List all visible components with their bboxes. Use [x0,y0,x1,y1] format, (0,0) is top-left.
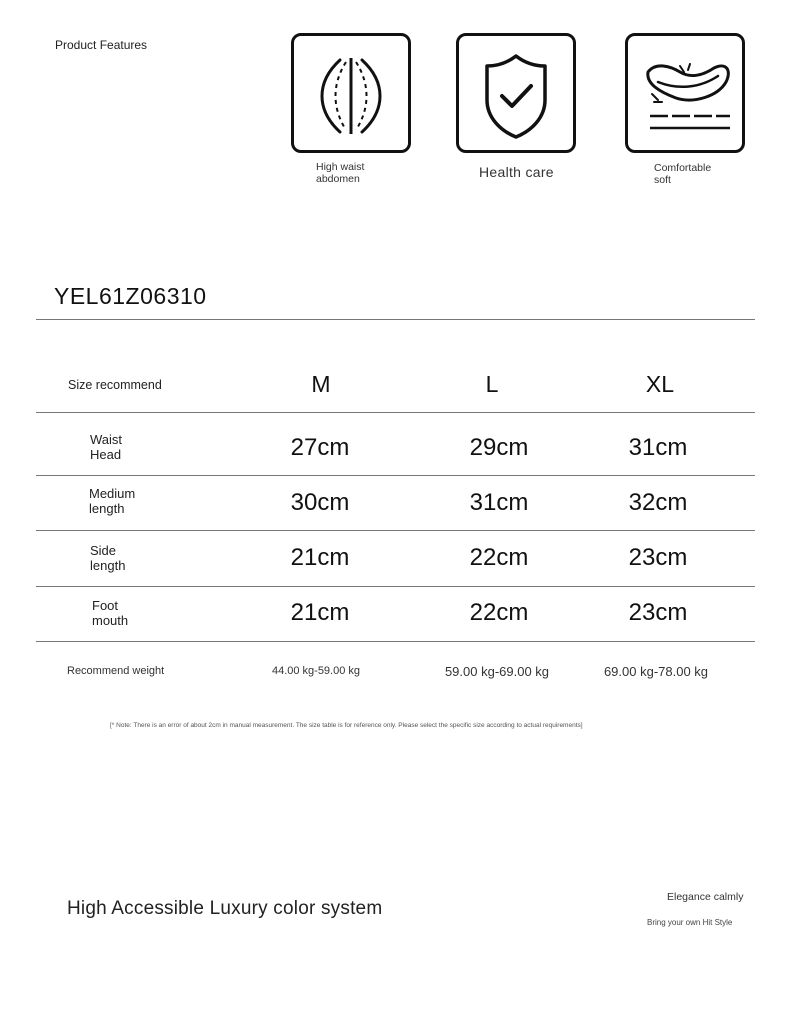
table-cell: 30cm [290,489,350,516]
feature-box-comfortable [625,33,745,153]
weight-range-xl: 69.00 kg-78.00 kg [603,664,709,679]
table-cell: 22cm [469,599,529,626]
size-recommend-label: Size recommend [68,378,162,392]
table-cell: 21cm [290,599,350,626]
recommend-weight-label: Recommend weight [67,665,165,677]
product-features-title: Product Features [55,38,148,52]
shield-check-icon [459,36,573,150]
row-label-foot-mouth: Foot mouth [92,598,129,628]
row-label-medium-length: Medium length [89,486,136,516]
size-header-m: M [311,371,331,397]
product-code: YEL61Z06310 [54,283,207,309]
table-cell: 23cm [628,544,688,571]
row-label-side-length: Side length [90,543,126,573]
table-divider [36,412,755,413]
footer-subtitle: Elegance calmly [667,891,744,903]
row-label-waist-head: Waist Head [90,432,123,462]
feature-box-health-care [456,33,576,153]
table-cell: 32cm [628,489,688,516]
feature-label-comfortable: Comfortable soft [654,162,712,186]
table-divider [36,475,755,476]
table-cell: 27cm [290,434,350,461]
table-divider [36,641,755,642]
table-cell: 23cm [628,599,688,626]
body-curve-icon [294,36,408,150]
footer-title: High Accessible Luxury color system [67,898,383,919]
table-cell: 31cm [469,489,529,516]
table-cell: 21cm [290,544,350,571]
table-cell: 29cm [469,434,529,461]
size-header-l: L [485,371,499,397]
feature-label-high-waist: High waist abdomen [316,161,365,185]
feature-box-high-waist [291,33,411,153]
table-cell: 22cm [469,544,529,571]
footer-tagline: Bring your own Hit Style [647,918,733,927]
weight-range-l: 59.00 kg-69.00 kg [444,664,550,679]
feature-icon [628,36,742,150]
size-header-xl: XL [645,371,675,397]
measurement-note: [* Note: There is an error of about 2cm in manual measurement. The size table is for reference only. Please select the specific size according to actual requirements] [110,722,583,729]
weight-range-m: 44.00 kg-59.00 kg [271,665,361,677]
table-cell: 31cm [628,434,688,461]
feature-label-health-care: Health care [479,164,554,180]
table-divider [36,586,755,587]
table-divider [36,530,755,531]
divider [36,319,755,320]
